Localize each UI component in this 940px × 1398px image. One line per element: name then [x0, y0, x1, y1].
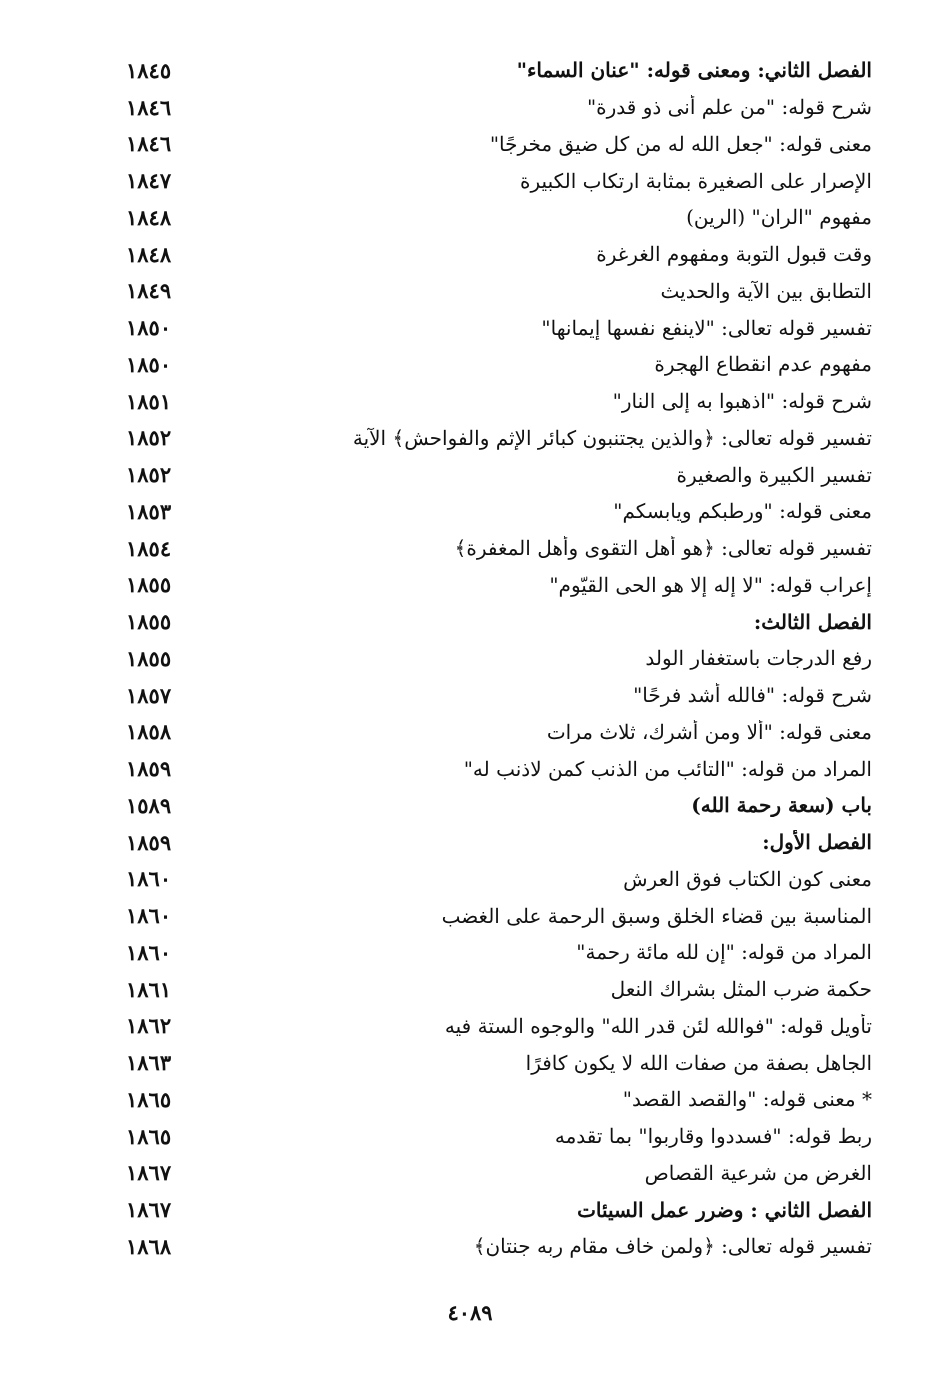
toc-row	[110, 346, 872, 383]
toc-page-number: ١٨٦٧	[126, 1197, 172, 1223]
toc-entry-title: تفسير الكبيرة والصغيرة	[676, 462, 872, 487]
toc-page-number: ١٨٥٣	[126, 498, 172, 524]
toc-entry-title: تفسير قوله تعالى: ﴿والذين يجتنبون كبائر الإثم والفواحش﴾ الآية	[352, 425, 872, 450]
toc-page-number: ١٨٦٥	[126, 1086, 172, 1112]
toc-entry-title: تفسير قوله تعالى: "لاينفع نفسها إيمانها"	[541, 315, 872, 340]
toc-entry-title: * معنى قوله: "والقصد القصد"	[622, 1087, 872, 1112]
toc-entry-title: وقت قبول التوبة ومفهوم الغرغرة	[596, 242, 872, 267]
toc-entry-title: المناسبة بين قضاء الخلق وسبق الرحمة على الغضب	[441, 903, 872, 928]
toc-page-number: ١٨٥٥	[126, 645, 172, 671]
toc-page-number: ١٨٥٤	[126, 535, 172, 561]
toc-page-number: ١٨٤٩	[126, 278, 172, 304]
toc-row	[110, 162, 872, 199]
toc-entry-title: شرح قوله: "اذهبوا به إلى النار"	[612, 389, 872, 414]
toc-row	[110, 493, 872, 530]
toc-row	[110, 971, 872, 1008]
toc-page-number: ١٨٤٦	[126, 131, 172, 157]
toc-row	[110, 1044, 872, 1081]
toc-page-number: ١٨٥١	[126, 388, 172, 414]
toc-page-number: ١٨٥٢	[126, 462, 172, 488]
toc-row	[110, 52, 872, 89]
toc-row	[110, 750, 872, 787]
toc-entry-title: حكمة ضرب المثل بشراك النعل	[610, 977, 872, 1002]
toc-page-number: ١٨٦٨	[126, 1233, 172, 1259]
toc-entry-title: تفسير قوله تعالى: ﴿هو أهل التقوى وأهل المغفرة﴾	[454, 536, 872, 561]
toc-entry-title: الغرض من شرعية القصاص	[644, 1160, 872, 1185]
toc-page-number: ١٨٤٦	[126, 94, 172, 120]
toc-entry-title: معنى قوله: "ألا ومن أشرك، ثلاث مرات	[546, 719, 872, 744]
toc-entry-title: معنى قوله: "جعل الله له من كل ضيق مخرجًا"	[489, 131, 872, 156]
toc-page-number: ١٨٦٧	[126, 1160, 172, 1186]
toc-row	[110, 530, 872, 567]
toc-page-number: ١٨٥٠	[126, 351, 172, 377]
toc-entry-title: الإصرار على الصغيرة بمثابة ارتكاب الكبيرة	[520, 168, 872, 193]
toc-row	[110, 824, 872, 861]
toc-row	[110, 787, 872, 824]
toc-row	[110, 199, 872, 236]
toc-page-number: ١٨٥٧	[126, 682, 172, 708]
toc-entry-title: معنى قوله: "ورطبكم ويابسكم"	[613, 499, 872, 524]
toc-row	[110, 1081, 872, 1118]
toc-page-number: ١٨٦٢	[126, 1013, 172, 1039]
toc-section-heading: الفصل الثالث:	[753, 609, 872, 634]
toc-entry-title: مفهوم "الران" (الرين)	[686, 205, 872, 230]
toc-page-number: ١٨٦٥	[126, 1123, 172, 1149]
toc-row	[110, 861, 872, 898]
toc-row	[110, 677, 872, 714]
toc-row	[110, 1228, 872, 1265]
toc-entry-title: شرح قوله: "من علم أنى ذو قدرة"	[586, 95, 872, 120]
toc-row	[110, 383, 872, 420]
toc-entry-title: تأويل قوله: "فوالله لئن قدر الله" والوجوه الستة فيه	[444, 1013, 872, 1038]
toc-page-number: ١٨٤٨	[126, 241, 172, 267]
toc-row	[110, 1008, 872, 1045]
toc-entry-title: معنى كون الكتاب فوق العرش	[623, 866, 872, 891]
toc-entry-title: تفسير قوله تعالى: ﴿ولمن خاف مقام ربه جنتان﴾	[473, 1234, 872, 1259]
toc-page-number: ١٨٦١	[126, 976, 172, 1002]
toc-row	[110, 89, 872, 126]
toc-row	[110, 1118, 872, 1155]
toc-entry-title: التطابق بين الآية والحديث	[660, 278, 872, 303]
page-folio-number: ٤٠٨٩	[447, 1300, 493, 1325]
toc-entry-title: إعراب قوله: "لا إله إلا هو الحى القيّوم"	[549, 572, 872, 597]
toc-page-number: ١٨٦٠	[126, 866, 172, 892]
toc-entry-title: المراد من قوله: "إن لله مائة رحمة"	[576, 940, 872, 965]
toc-page-number: ١٨٦٠	[126, 903, 172, 929]
toc-page-number: ١٨٤٥	[126, 57, 172, 83]
toc-entry-title: شرح قوله: "فالله أشد فرحًا"	[633, 683, 872, 708]
toc-page-number: ١٨٦٠	[126, 939, 172, 965]
toc-entry-title: ربط قوله: "فسددوا وقاربوا" بما تقدمه	[554, 1124, 872, 1149]
toc-row	[110, 273, 872, 310]
toc-page-number: ١٨٥٢	[126, 425, 172, 451]
toc-row	[110, 714, 872, 751]
toc-chapter-heading: باب (سعة رحمة الله)	[691, 793, 872, 818]
toc-row	[110, 309, 872, 346]
toc-page-number: ١٨٥٩	[126, 829, 172, 855]
toc-row	[110, 567, 872, 604]
toc-row	[110, 236, 872, 273]
toc-row	[110, 1191, 872, 1228]
toc-page-number: ١٥٨٩	[126, 792, 172, 818]
toc-page-number: ١٨٦٣	[126, 1050, 172, 1076]
toc-section-heading: الفصل الأول:	[762, 830, 872, 855]
toc-page-number: ١٨٥٨	[126, 719, 172, 745]
toc-row	[110, 1155, 872, 1192]
toc-page-number: ١٨٤٧	[126, 168, 172, 194]
toc-row	[110, 640, 872, 677]
toc-entry-title: الفصل الثاني: ومعنى قوله: "عنان السماء"	[516, 58, 872, 83]
toc-entry-title: المراد من قوله: "التائب من الذنب كمن لاذنب له"	[463, 756, 872, 781]
toc-page-number: ١٨٥٥	[126, 572, 172, 598]
table-of-contents	[110, 52, 872, 1265]
toc-row	[110, 897, 872, 934]
toc-row	[110, 456, 872, 493]
toc-page-number: ١٨٥٠	[126, 315, 172, 341]
toc-entry-title: رفع الدرجات باستغفار الولد	[645, 646, 872, 671]
toc-entry-title: الجاهل بصفة من صفات الله لا يكون كافرًا	[525, 1050, 872, 1075]
toc-section-heading: الفصل الثاني : وضرر عمل السيئات	[577, 1197, 872, 1222]
toc-entry-title: مفهوم عدم انقطاع الهجرة	[654, 352, 872, 377]
toc-row	[110, 126, 872, 163]
toc-row	[110, 420, 872, 457]
toc-page-number: ١٨٤٨	[126, 204, 172, 230]
toc-row	[110, 934, 872, 971]
toc-page-number: ١٨٥٩	[126, 756, 172, 782]
toc-row	[110, 603, 872, 640]
toc-page-number: ١٨٥٥	[126, 609, 172, 635]
